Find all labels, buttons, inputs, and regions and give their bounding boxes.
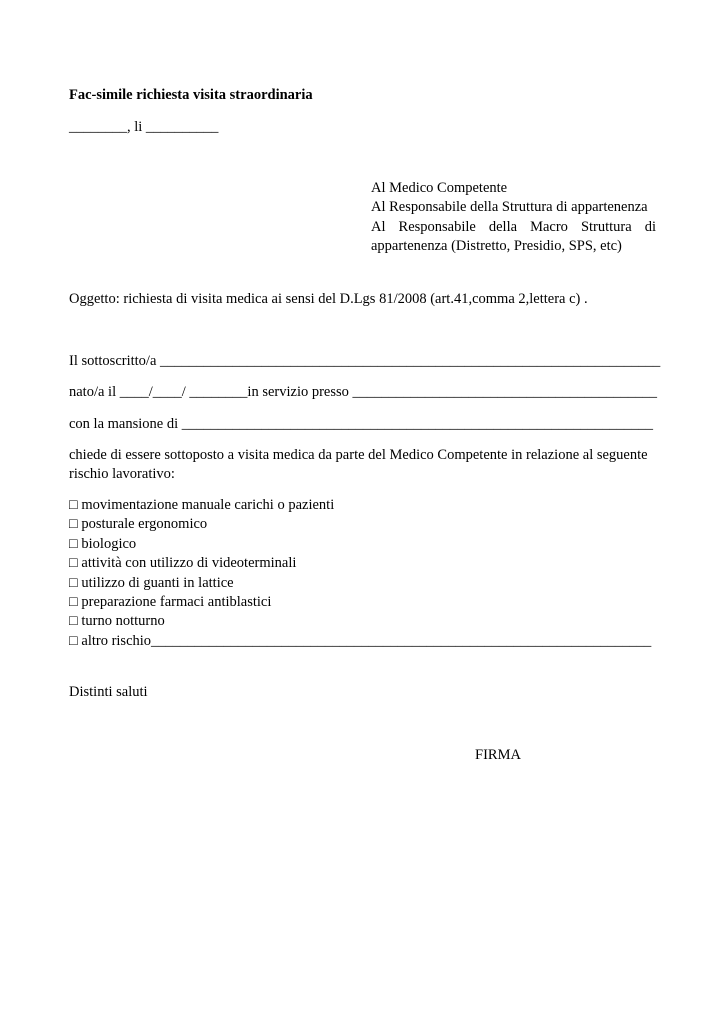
role-field: con la mansione di _________________________________________________________________ (69, 416, 654, 432)
document-title: Fac-simile richiesta visita straordinaria (69, 87, 313, 103)
risk-item: □ biologico (69, 535, 137, 552)
request-text-line: chiede di essere sottoposto a visita medica da parte del Medico Competente in relazione al seguente (69, 447, 648, 463)
recipient-line: Al Responsabile della Struttura di appartenenza (371, 199, 648, 216)
request-text-line: rischio lavorativo: (69, 466, 175, 482)
signature-label: FIRMA (475, 747, 521, 763)
risk-item: □ preparazione farmaci antiblastici (69, 594, 272, 611)
place-date-line: ________, li __________ (69, 119, 219, 135)
undersigned-field: Il sottoscritto/a _____________________________________________________________________ (69, 353, 661, 369)
recipient-line: appartenenza (Distretto, Presidio, SPS, etc) (371, 237, 622, 254)
recipients-block (371, 179, 656, 256)
risk-item: □ utilizzo di guanti in lattice (69, 574, 234, 591)
closing-text: Distinti saluti (69, 684, 148, 700)
recipient-line: Al Medico Competente (371, 180, 508, 196)
recipient-line: Al Responsabile della Macro Struttura di (371, 218, 656, 235)
risk-item: □ altro rischio_____________________________________________________________________ (69, 632, 652, 649)
risk-list (69, 496, 651, 651)
risk-item: □ turno notturno (69, 613, 165, 630)
risk-item: □ posturale ergonomico (69, 516, 208, 533)
subject-line: Oggetto: richiesta di visita medica ai sensi del D.Lgs 81/2008 (art.41,comma 2,lettera c) . (69, 291, 588, 307)
risk-item: □ movimentazione manuale carichi o pazienti (69, 497, 335, 513)
birth-service-field: nato/a il ____/____/ ________in servizio presso __________________________________________ (69, 384, 658, 400)
risk-item: □ attività con utilizzo di videoterminali (69, 555, 297, 572)
